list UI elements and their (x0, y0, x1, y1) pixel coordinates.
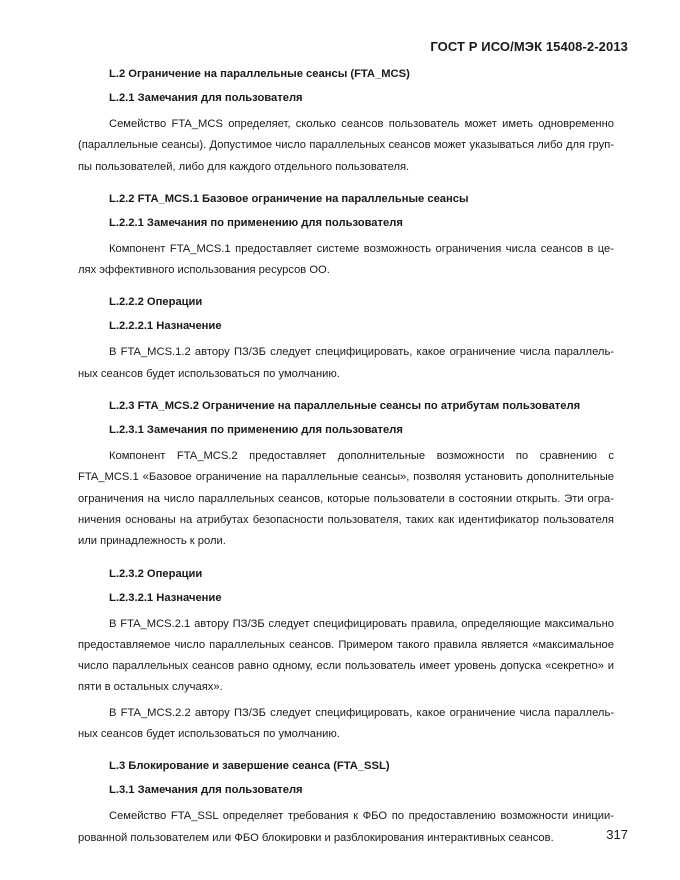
section-heading: L.2.3.2 Операции (109, 567, 203, 580)
section-heading: L.2.1 Замечания для пользователя (109, 92, 303, 104)
paragraph-line: В FTA_MCS.1.2 автору ПЗ/ЗБ следует специфицировать, какое ограничение числа параллель- (109, 346, 614, 359)
section-heading: L.2.2.2 Операции (109, 296, 203, 309)
body-paragraph (78, 806, 614, 849)
running-header: ГОСТ Р ИСО/МЭК 15408-2-2013 (430, 39, 628, 54)
document-body (78, 66, 614, 853)
section-heading: L.2.3.2.1 Назначение (109, 591, 222, 604)
paragraph-line: пы пользователей, либо для каждого отдельного пользователя. (78, 160, 410, 173)
body-paragraph (78, 342, 614, 385)
paragraph-line: В FTA_MCS.2.1 автору ПЗ/ЗБ следует специфицировать правила, определяющие максимально (109, 617, 614, 630)
paragraph-line: ограничения на число параллельных сеансов, которые пользователи в состоянии открыть. Эти огра- (78, 492, 614, 505)
paragraph-line: число параллельных сеансов равно одному, если пользователь имеет уровень допуска «секретно» и (78, 660, 614, 673)
paragraph-line: ных сеансов будет использоваться по умолчанию. (78, 367, 340, 380)
section-heading: L.2.3 FTA_MCS.2 Ограничение на параллельные сеансы по атрибутам пользователя (109, 400, 581, 413)
paragraph-line: Компонент FTA_MCS.1 предоставляет системе возможность ограничения числа сеансов в це- (109, 242, 614, 255)
paragraph-line: (параллельные сеансы). Допустимое число параллельных сеансов может указываться либо для груп- (78, 139, 614, 152)
section-heading: L.2 Ограничение на параллельные сеансы (FTA_MCS) (109, 68, 410, 80)
paragraph-line: пяти в остальных случаях». (78, 681, 223, 694)
paragraph-line: ных сеансов будет использоваться по умолчанию. (78, 728, 340, 741)
section-heading: L.2.2 FTA_MCS.1 Базовое ограничение на параллельные сеансы (109, 192, 469, 205)
paragraph-line: В FTA_MCS.2.2 автору ПЗ/ЗБ следует специфицировать, какое ограничение числа параллель- (109, 706, 614, 719)
body-paragraph (78, 239, 614, 282)
body-paragraph (78, 614, 614, 699)
paragraph-line: предоставляемое число параллельных сеансов. Примером такого правила является «максимальное (78, 638, 614, 651)
body-paragraph (78, 703, 614, 746)
paragraph-line: лях эффективного использования ресурсов ОО. (78, 264, 330, 277)
body-paragraph (78, 446, 614, 552)
page-number: 317 (606, 827, 628, 842)
paragraph-line: рованной пользователем или ФБО блокировки и разблокирования интерактивных сеансов. (78, 831, 554, 844)
paragraph-line: или принадлежность к роли. (78, 535, 226, 548)
paragraph-line: Компонент FTA_MCS.2 предоставляет дополнительные возможности по сравнению с (109, 450, 614, 463)
section-heading: L.3.1 Замечания для пользователя (109, 784, 303, 797)
paragraph-line: Семейство FTA_SSL определяет требования к ФБО по предоставлению возможности иниции- (109, 810, 614, 823)
section-heading: L.3 Блокирование и завершение сеанса (FTA_SSL) (109, 760, 390, 773)
body-paragraph (78, 114, 614, 178)
section-heading: L.2.3.1 Замечания по применению для пользователя (109, 424, 403, 437)
section-heading: L.2.2.2.1 Назначение (109, 320, 222, 333)
paragraph-line: Семейство FTA_MCS определяет, сколько сеансов пользователь может иметь одновременно (109, 118, 614, 130)
paragraph-line: FTA_MCS.1 «Базовое ограничение на параллельные сеансы», позволяя установить дополнительные (78, 471, 614, 484)
paragraph-line: ничения основаны на атрибутах безопасности пользователя, таких как идентификатор пользователя (78, 513, 614, 526)
section-heading: L.2.2.1 Замечания по применению для пользователя (109, 216, 403, 229)
